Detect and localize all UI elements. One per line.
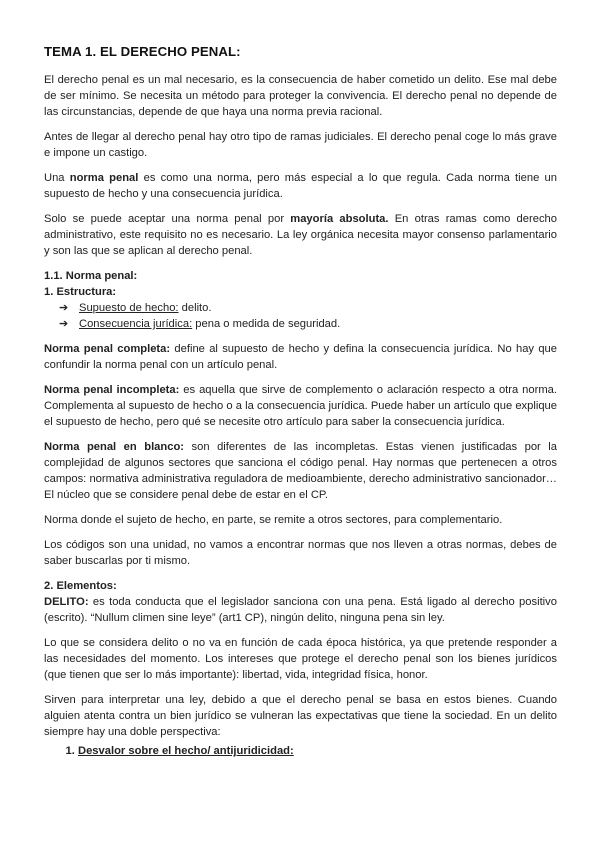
desvalor-heading: Desvalor sobre el hecho/ antijuridicidad: xyxy=(78,745,294,757)
mayoria-bold: mayoría absoluta. xyxy=(290,213,389,225)
norma-donde-paragraph: Norma donde el sujeto de hecho, en parte, se remite a otros sectores, para complementario. xyxy=(44,514,503,526)
mayoria-post: En otras ramas como derecho administrativo, este requisito no es necesario. La ley orgánica necesita mayor consenso parlamentario y son las que se aplican al derecho penal. xyxy=(44,213,557,257)
mayoria-paragraph xyxy=(44,211,557,259)
blanco-text: son diferentes de las incompletas. Estas vienen justificadas por la complejidad de algunos sectores que sanciona el código penal. Hay normas que pertenecen a otros campos: normativa administrativa reguladora de medioambiente, derecho administrativo sancionador… El núcleo que se considere penal debe de estar en el CP. xyxy=(44,441,557,501)
document-title: TEMA 1. EL DERECHO PENAL: xyxy=(44,44,241,59)
section-heading-norma-penal: 1.1. Norma penal: xyxy=(44,270,138,282)
norma-penal-paragraph xyxy=(44,170,557,202)
intro-paragraph-1: El derecho penal es un mal necesario, es la consecuencia de haber cometido un delito. Ese mal debe de ser mínimo. Se necesita un método para proteger la convivencia. El derecho penal no depende de las circunstancias, depende de que haya una norma previa racional. xyxy=(44,74,557,118)
subheading-estructura: 1. Estructura: xyxy=(44,286,117,298)
intro-paragraph-2: Antes de llegar al derecho penal hay otro tipo de ramas judiciales. El derecho penal coge lo más grave e impone un castigo. xyxy=(44,131,557,159)
delito-text: es toda conducta que el legislador sanciona con una pena. Está ligado al derecho positivo (escrito). “Nullum climen sine leye” (art1 CP), ningún delito, ninguna pena sin ley. xyxy=(44,596,557,624)
delito-paragraph xyxy=(44,594,557,626)
desvalor-list xyxy=(44,743,557,759)
item-label: Consecuencia jurídica: xyxy=(79,318,193,330)
incompleta-text: es aquella que sirve de complemento o aclaración respecto a otra norma. Complementa al supuesto de hecho o a la consecuencia jurídica. Puede haber un artículo que explique el supuesto de hecho, pero qué se necesite otro artículo para saber la consecuencia jurídica. xyxy=(44,384,557,428)
completa-bold: Norma penal completa: xyxy=(44,343,171,355)
completa-text: define al supuesto de hecho y defina la consecuencia jurídica. No hay que confundir la norma penal con un artículo penal. xyxy=(44,343,557,371)
list-item xyxy=(59,316,557,332)
blanco-bold: Norma penal en blanco: xyxy=(44,441,185,453)
interpretar-paragraph: Sirven para interpretar una ley, debido a que el derecho penal se basa en estos bienes. Cuando alguien atenta contra un bien jurídico se vulneran las expectativas que tiene la sociedad. En un delito siempre hay una doble perspectiva: xyxy=(44,694,557,738)
estructura-list xyxy=(44,300,557,332)
item-text: delito. xyxy=(178,302,212,314)
codigos-paragraph: Los códigos son una unidad, no vamos a encontrar normas que nos lleven a otras normas, debes de saber buscarlas por ti mismo. xyxy=(44,539,557,567)
mayoria-pre: Solo se puede aceptar una norma penal por xyxy=(44,213,291,225)
delito-bold: DELITO: xyxy=(44,596,89,608)
arrow-icon: ➔ xyxy=(59,318,69,330)
list-item xyxy=(59,300,557,316)
item-label: Supuesto de hecho: xyxy=(79,302,179,314)
norma-bold: norma penal xyxy=(69,172,139,184)
norma-pre: Una xyxy=(44,172,70,184)
norma-incompleta-paragraph xyxy=(44,382,557,430)
incompleta-bold: Norma penal incompleta: xyxy=(44,384,180,396)
norma-completa-paragraph xyxy=(44,341,557,373)
document-page xyxy=(44,44,557,759)
arrow-icon: ➔ xyxy=(59,302,69,314)
norma-post: es como una norma, pero más especial a lo que regula. Cada norma tiene un supuesto de hecho y una consecuencia jurídica. xyxy=(44,172,557,200)
subheading-elementos: 2. Elementos: xyxy=(44,580,117,592)
list-item xyxy=(78,743,557,759)
item-text: pena o medida de seguridad. xyxy=(192,318,341,330)
epoca-paragraph: Lo que se considera delito o no va en función de cada época histórica, ya que pretende responder a las necesidades del momento. Los intereses que protege el derecho penal son los bienes jurídicos (que tienen que ser lo más importante): libertad, vida, integridad física, honor. xyxy=(44,637,557,681)
norma-blanco-paragraph xyxy=(44,439,557,503)
